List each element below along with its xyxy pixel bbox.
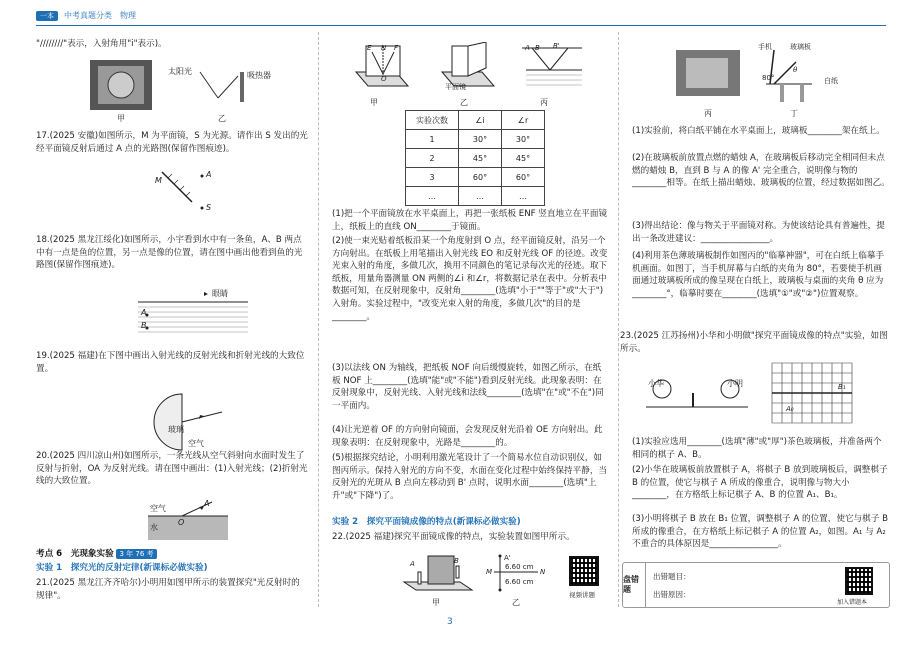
q17-M: M <box>155 176 162 185</box>
table-header-row <box>406 111 545 130</box>
fig-A: A <box>525 44 530 52</box>
question-20: 20.(2025 四川凉山州)如图所示，一条光线从空气斜射向水面时发生了反射与折射，OA 为反射光线。请在图中画出：(1)入射光线；(2)折射光线的大致位置。 <box>36 451 308 487</box>
fig-Bp: B' <box>553 42 560 50</box>
column-divider-1 <box>318 32 319 607</box>
error-note-side: 盘错题 <box>623 563 646 607</box>
right-part-3: (3)得出结论：像与物关于平面镜对称。为使该结论具有普遍性，提出一条改进建议：________________。 <box>632 221 885 244</box>
fig-theta: θ <box>793 66 798 74</box>
q20-water: 水 <box>150 523 158 532</box>
table-cell: … <box>502 187 545 206</box>
mid-part-5: (5)根据探究结论，小明利用激光笔设计了一个简易水位自动识别仪，如图丙所示。保持入射光的方向不变，水面在变化过程中始终保持平静，当反射光的光斑从 B 点向左移动到 B' 点时，说明水面________(选填"上升"或"下降")了。 <box>332 453 608 501</box>
q22-dist-2: 6.60 cm <box>505 578 534 586</box>
fig-yi-label: 乙 <box>218 114 226 123</box>
error-book-qr-caption: 加入错题本 <box>837 599 868 606</box>
q23-B1: B₁ <box>838 383 846 391</box>
right-part-7: (3)小明将棋子 B 放在 B₁ 位置，调整棋子 A 的位置，使它与棋子 B 所成的像重合，在方格纸上标记棋子 A 的位置 A₂，如图。A₁ 与 A₂ 不重合的具体原因是________________。 <box>632 514 888 550</box>
question-19: 19.(2025 福建)在下图中画出入射光线的反射光线和折射光线的大致位置。 <box>36 351 305 374</box>
fig-B: B <box>535 44 540 52</box>
table-row <box>406 149 545 168</box>
question-22: 22.(2025 福建)探究平面镜成像的特点，实验装置如图甲所示。 <box>332 532 575 542</box>
page-number: 3 <box>447 617 453 627</box>
q22-N: N <box>540 568 546 576</box>
intro-line: "////////"表示，入射角用"i"表示)。 <box>36 39 167 49</box>
right-part-1: (1)实验前，将白纸平铺在水平桌面上，玻璃板________架在纸上。 <box>632 126 885 136</box>
fig-jia-label: 甲 <box>117 114 125 123</box>
sun-label: 太阳光 <box>168 67 192 76</box>
header-badge: 一本 <box>36 11 58 21</box>
table-header: 实验次数 <box>406 111 459 130</box>
table-cell: 3 <box>406 168 459 187</box>
topic-6-heading <box>36 548 308 561</box>
fig-N: N <box>381 44 387 52</box>
q17-S: S <box>206 203 212 212</box>
q18-A: A <box>141 308 147 317</box>
column-divider-2 <box>618 32 619 607</box>
table-row <box>406 130 545 149</box>
table-cell: 30° <box>502 130 545 149</box>
q22-M: M <box>486 568 493 576</box>
q18-B: B <box>141 321 147 330</box>
q19-glass: 玻璃 <box>168 425 184 434</box>
fig-F: F <box>394 44 399 52</box>
video-qr-code[interactable] <box>569 556 599 586</box>
q22-jia: 甲 <box>432 598 440 607</box>
right-part-6: (2)小华在玻璃板前放置棋子 A，将棋子 B 放到玻璃板后，调整棋子 B 的位置，使它与棋子 A 所成的像重合，说明像与物大小________，在方格纸上标记棋子 A、B 的位置 A₁、B₁。 <box>632 465 888 501</box>
q18-eye: 眼睛 <box>212 289 228 298</box>
angle-table <box>405 110 545 206</box>
question-23: 23.(2025 江苏扬州)小华和小明做"探究平面镜成像的特点"实验，如图所示。 <box>620 331 888 354</box>
q19-air: 空气 <box>188 439 204 448</box>
q22-yi: 乙 <box>512 598 520 607</box>
table-cell: 30° <box>459 130 502 149</box>
right-part-5: (1)实验应选用________(选填"薄"或"厚")茶色玻璃板，并准备两个相同的棋子 A、B。 <box>632 437 882 460</box>
q23-xiaohua: 小华 <box>648 379 664 388</box>
question-17: 17.(2025 安徽)如图所示，M 为平面镜，S 为光源。请作出 S 发出的光经平面镜反射后通过 A 点的光路图(保留作图痕迹)。 <box>36 131 308 154</box>
fig-yi-mid: 乙 <box>460 98 468 107</box>
fig-angle: 80° <box>762 74 775 82</box>
question-18: 18.(2025 黑龙江绥化)如图所示，小宇看到水中有一条鱼，A、B 两点中有一点是鱼的位置，另一点是像的位置，请在图中画出他看到鱼的光路图(保留作图痕迹)。 <box>36 235 303 271</box>
video-qr-caption: 视频讲题 <box>569 591 595 599</box>
table-cell: 60° <box>502 168 545 187</box>
experiment-2-heading: 实验 2 探究平面镜成像的特点(新课标必做实验) <box>332 517 521 527</box>
header-rule <box>36 25 886 26</box>
fig-E: E <box>367 44 372 52</box>
table-cell: 2 <box>406 149 459 168</box>
fig-mirror: 平面镜 <box>445 83 466 91</box>
table-header: ∠r <box>502 111 545 130</box>
header-title: 中考真题分类 物理 <box>64 11 136 20</box>
q22-dist-1: 6.60 cm <box>505 563 534 571</box>
table-row <box>406 168 545 187</box>
table-cell: 45° <box>459 149 502 168</box>
error-book-qr-code[interactable] <box>845 567 873 595</box>
q20-A: A <box>204 499 210 508</box>
table-cell: … <box>459 187 502 206</box>
right-part-2: (2)在玻璃板前放置点燃的蜡烛 A，在玻璃板后移动完全相同但未点燃的蜡烛 B，直到 B 与 A 的像 A' 完全重合，说明像与物的________相等。在纸上描出蜡烛、玻璃板的位置，经过数据如图乙。 <box>632 153 890 189</box>
fig-bing: 丙 <box>704 109 712 118</box>
experiment-1-heading: 实验 1 探究光的反射定律(新课标必做实验) <box>36 563 208 573</box>
right-part-4: (4)利用茶色薄玻璃板制作如图丙的"临摹神器"，可在白纸上临摹手机画面。如图丁，当手机屏幕与白纸的夹角为 80°，若要使手机画面通过玻璃板所成的像呈现在白纸上，玻璃板与桌面的夹角 θ 应为________°，临摹时要在________(选填"①"或"②")位置观察。 <box>632 251 885 299</box>
q23-A0: A₀ <box>786 405 794 413</box>
table-cell: 45° <box>502 149 545 168</box>
error-note-line-1: 出错题目： <box>653 572 691 581</box>
q17-A: A <box>206 170 212 179</box>
q22-Ap: A' <box>504 554 511 562</box>
fig-O: O <box>381 75 387 83</box>
heater-label: 吸热器 <box>247 71 271 80</box>
mid-part-2: (2)使一束光贴着纸板沿某一个角度射到 O 点，经平面镜反射，沿另一个方向射出。在纸板上用笔描出入射光线 EO 和反射光线 OF 的径迹。改变光束入射的角度，多做几次，换用不同颜色的笔记录每次光的径迹。取下纸板，用量角器测量 ON 两侧的∠i 和∠r，将数据记录在表中。分析表中数据可知，在反射现象中，反射角________(选填"小于""等于"或"大于")入射角。实验过程中，"改变光束入射的角度，多做几次"的目的是________。 <box>332 236 608 322</box>
mid-part-4: (4)让光逆着 OF 的方向射向镜面，会发现反射光沿着 OE 方向射出。此现象表明：在反射现象中，光路是________的。 <box>332 425 603 448</box>
fig-jia-mid: 甲 <box>370 98 378 107</box>
error-note-box <box>622 562 890 608</box>
q22-figure-jia <box>400 552 476 595</box>
q22-A: A <box>410 560 415 568</box>
q23-xiaoming: 小明 <box>727 379 743 388</box>
error-note-line-2: 出错原因： <box>653 590 691 599</box>
mid-part-3: (3)以法线 ON 为轴线，把纸板 NOF 向后缓慢旋转，如图乙所示，在纸板 NOF 上________(选填"能"或"不能")看到反射光线。此现象表明：在反射现象中，反射光线、入射光线和法线________(选填"在"或"不在")同一平面内。 <box>332 363 604 411</box>
tracing-figures <box>676 40 876 109</box>
table-cell: 60° <box>459 168 502 187</box>
q23-figure <box>640 355 870 436</box>
table-row <box>406 187 545 206</box>
fig-bing-mid: 丙 <box>540 98 548 107</box>
q22-B: B <box>454 557 459 565</box>
table-cell: 1 <box>406 130 459 149</box>
table-cell: … <box>406 187 459 206</box>
table-header: ∠i <box>459 111 502 130</box>
topic-6-tag: 3 年 76 考 <box>116 549 156 559</box>
question-21: 21.(2025 黑龙江齐齐哈尔)小明用如图甲所示的装置探究"光反射时的规律"。 <box>36 578 300 601</box>
topic-6-title: 考点 6 光现象实验 <box>36 549 114 559</box>
q20-O: O <box>178 518 185 527</box>
fig-glass: 玻璃板 <box>790 43 811 51</box>
page-header <box>36 10 136 21</box>
q20-air: 空气 <box>150 504 166 513</box>
q22-figure-yi <box>490 552 542 599</box>
mid-part-1: (1)把一个平面镜放在水平桌面上，再把一张纸板 ENF 竖直地立在平面镜上，纸板上的直线 ON________于镜面。 <box>332 209 608 232</box>
q18-figure <box>138 290 248 341</box>
fig-ding: 丁 <box>790 109 798 118</box>
fig-paper: 白纸 <box>824 77 838 85</box>
fig-phone: 手机 <box>758 43 772 51</box>
